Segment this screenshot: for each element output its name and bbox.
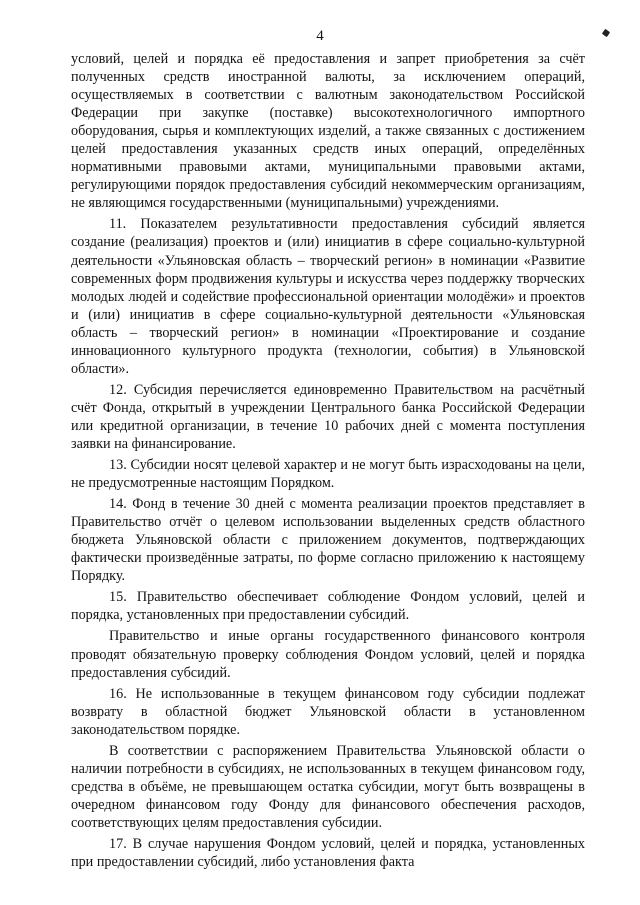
paragraph-item-15-control: Правительство и иные органы государственного финансового контроля проводят обязательную проверку соблюдения Фондом условий, целей и порядка предоставления субсидий. <box>71 628 585 681</box>
page-number: 4 <box>316 28 324 44</box>
paragraph-item-15: 15. Правительство обеспечивает соблюдение Фондом условий, целей и порядка, установленных при предоставлении субсидий. <box>71 589 585 624</box>
paragraph-item-16: 16. Не использованные в текущем финансовом году субсидии подлежат возврату в областной бюджет Ульяновской области в установленном законодательством порядке. <box>71 685 585 738</box>
paragraph-item-11: 11. Показателем результативности предоставления субсидий является создание (реализация) проектов и (или) инициатив в сфере социально-культурной деятельности «Ульяновская область – творческий регион» в номинации «Развитие современных форм продвижения культуры и искусства через поддержку творческих молодых людей и содействие профессиональной ориентации молодёжи» и проектов и (или) инициатив в сфере социально-культурной деятельности «Ульяновская область – творческий регион» в номинации «Проектирование и создание инновационного культурного продукта (технологии, события) в Ульяновской области». <box>71 216 585 377</box>
paragraph-item-12: 12. Субсидия перечисляется единовременно Правительством на расчётный счёт Фонда, открытый в учреждении Центрального банка Российской Федерации или кредитной организации, в течение 10 рабочих дней с момента поступления заявки на финансирование. <box>71 381 585 452</box>
document-body <box>71 50 585 874</box>
paragraph-item-13: 13. Субсидии носят целевой характер и не могут быть израсходованы на цели, не предусмотренные настоящим Порядком. <box>71 457 585 492</box>
paragraph-continuation: условий, целей и порядка её предоставления и запрет приобретения за счёт полученных средств иностранной валюты, за исключением операций, осуществляемых в соответствии с валютным законодательством Российской Федерации при закупке (поставке) высокотехнологичного импортного оборудования, сырья и комплектующих изделий, а также связанных с достижением целей предоставления указанных средств иных операций, определённых нормативными правовыми актами, муниципальными правовыми актами, регулирующими порядок предоставления субсидий некоммерческим организациям, не являющимся государственными (муниципальными) учреждениями. <box>71 51 585 212</box>
paragraph-item-14: 14. Фонд в течение 30 дней с момента реализации проектов представляет в Правительство отчёт о целевом использовании выделенных средств областного бюджета Ульяновской области с приложением документов, подтверждающих фактически произведённые затраты, по форме согласно приложению к настоящему Порядку. <box>71 496 585 585</box>
paragraph-item-16-return: В соответствии с распоряжением Правительства Ульяновской области о наличии потребности в субсидиях, не использованных в текущем финансовом году, средства в объёме, не превышающем остатка субсидии, могут быть возвращены в очередном финансовом году Фонду для финансового обеспечения расходов, соответствующих целям предоставления субсидии. <box>71 742 585 831</box>
paragraph-item-17: 17. В случае нарушения Фондом условий, целей и порядка, установленных при предоставлении субсидий, либо установления факта <box>71 835 585 871</box>
